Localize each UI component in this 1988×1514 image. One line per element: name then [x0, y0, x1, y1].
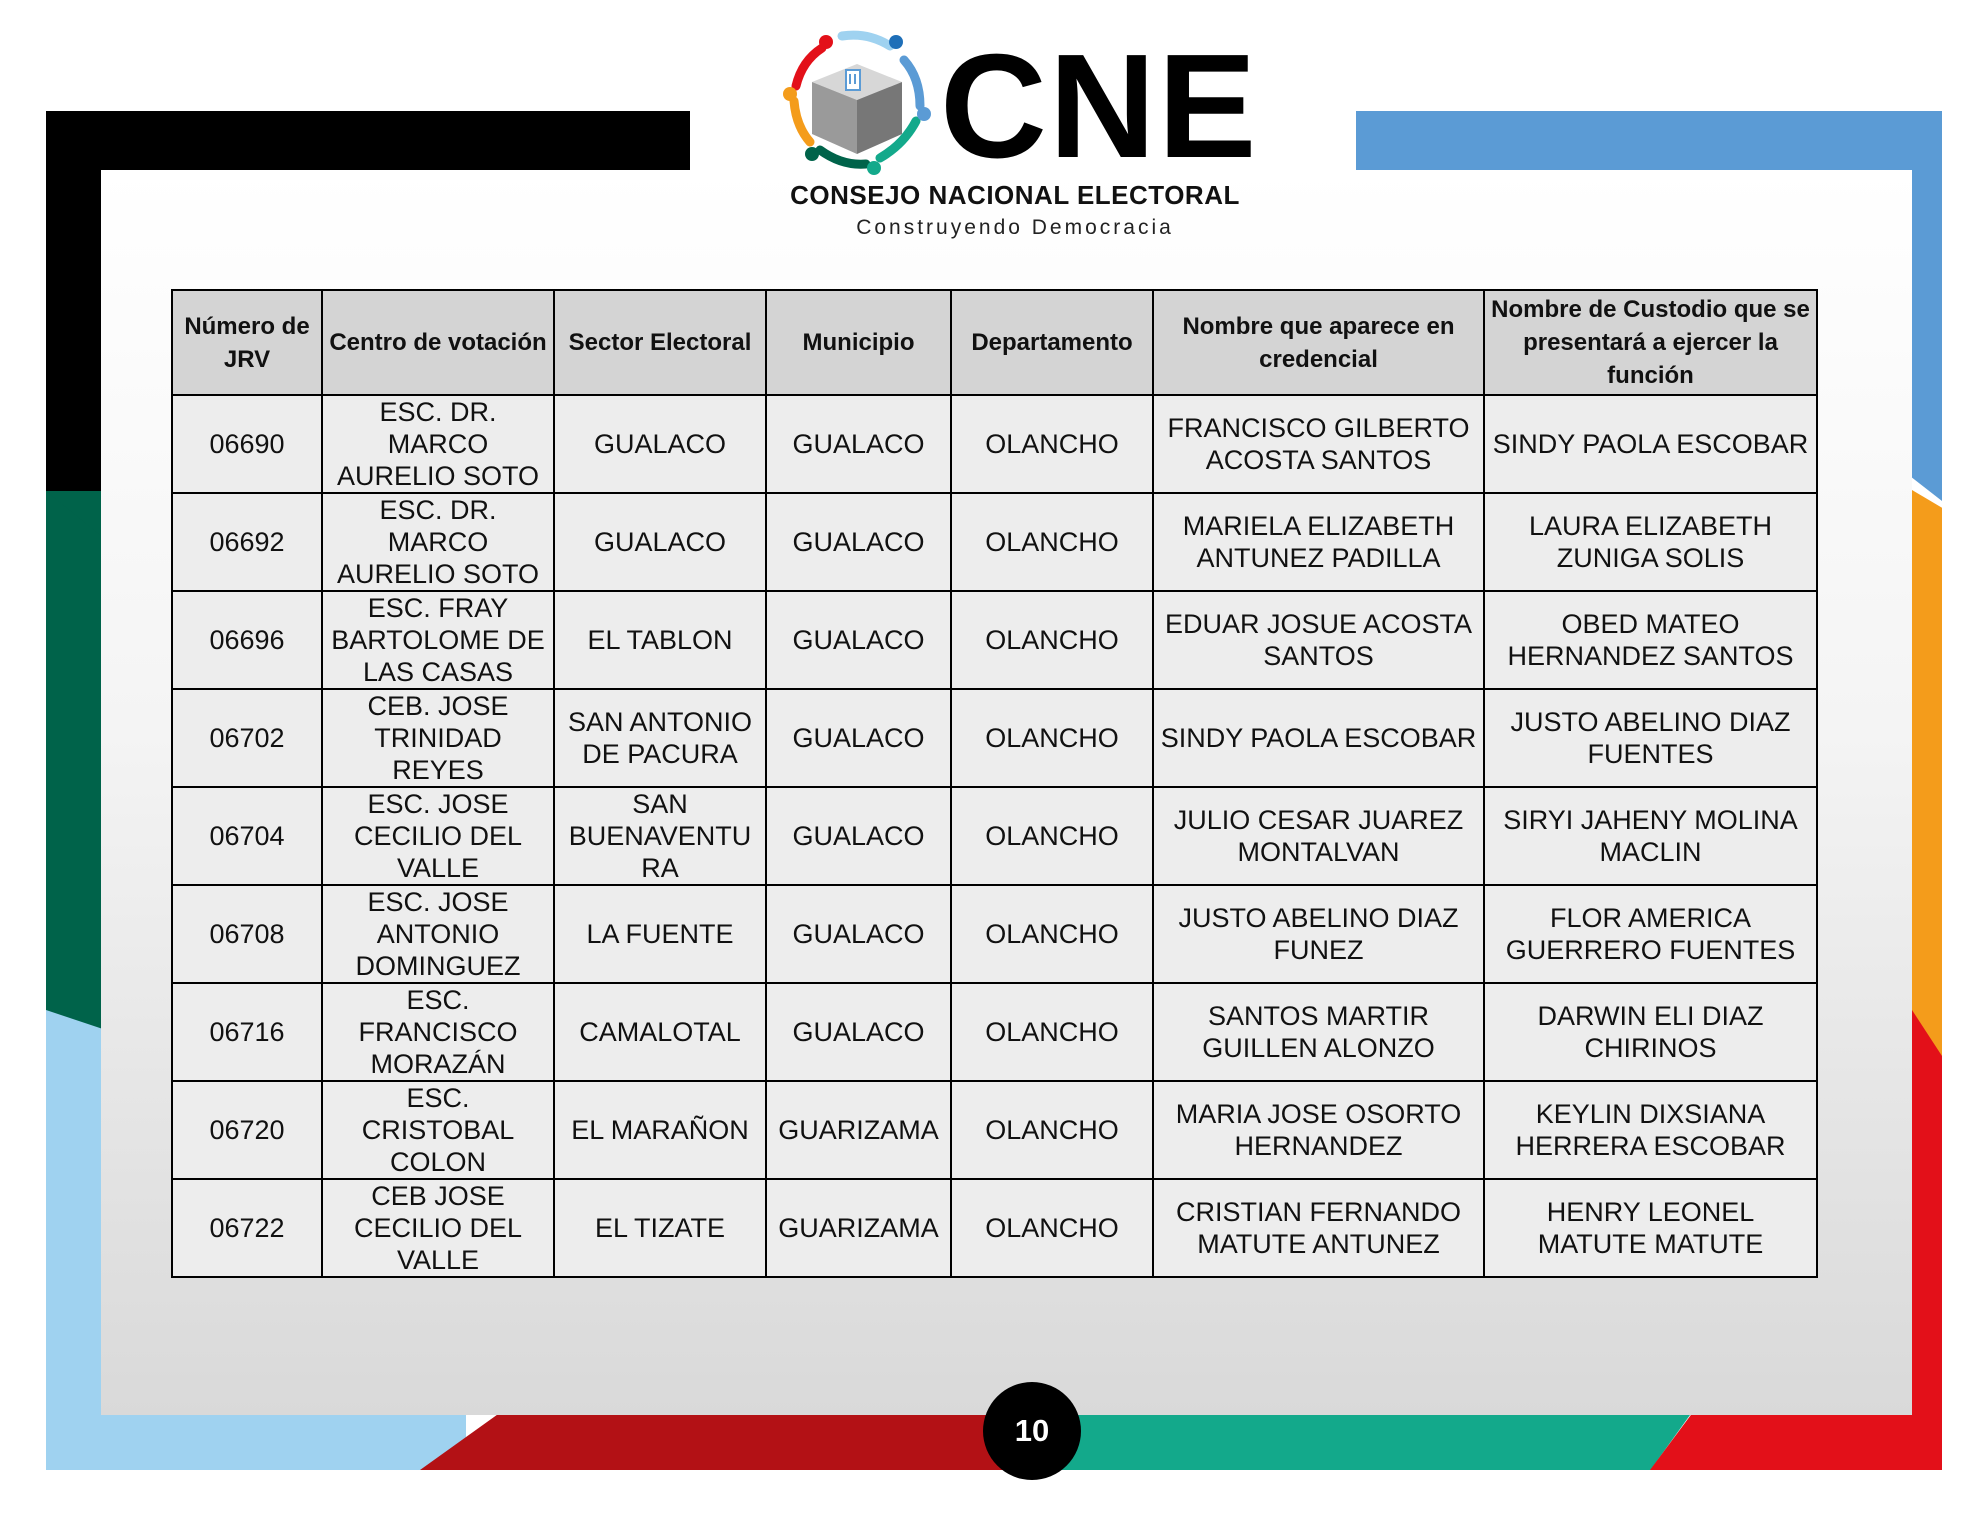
cell-jrv: 06696 — [172, 591, 322, 689]
cell-jrv: 06692 — [172, 493, 322, 591]
cell-municipio: GUALACO — [766, 787, 951, 885]
cell-credencial: MARIA JOSE OSORTO HERNANDEZ — [1153, 1081, 1484, 1179]
cell-custodio: KEYLIN DIXSIANA HERRERA ESCOBAR — [1484, 1081, 1817, 1179]
cell-departamento: OLANCHO — [951, 689, 1153, 787]
cell-jrv: 06704 — [172, 787, 322, 885]
cell-departamento: OLANCHO — [951, 983, 1153, 1081]
tagline: Construyendo Democracia — [856, 216, 1174, 239]
cell-sector: EL MARAÑON — [554, 1081, 766, 1179]
cell-municipio: GUALACO — [766, 591, 951, 689]
cell-centro: ESC. JOSE CECILIO DEL VALLE — [322, 787, 554, 885]
cell-sector: CAMALOTAL — [554, 983, 766, 1081]
cell-centro: ESC. CRISTOBAL COLON — [322, 1081, 554, 1179]
cell-custodio: JUSTO ABELINO DIAZ FUENTES — [1484, 689, 1817, 787]
organization-name: CONSEJO NACIONAL ELECTORAL — [790, 180, 1240, 210]
cell-departamento: OLANCHO — [951, 493, 1153, 591]
table-row — [172, 395, 1817, 493]
frame-bar-top-left-black — [46, 111, 690, 170]
cell-jrv: 06708 — [172, 885, 322, 983]
header-centro-votacion: Centro de votación — [322, 290, 554, 395]
cell-credencial: SANTOS MARTIR GUILLEN ALONZO — [1153, 983, 1484, 1081]
header-nombre-credencial: Nombre que aparece en credencial — [1153, 290, 1484, 395]
cell-centro: ESC. JOSE ANTONIO DOMINGUEZ — [322, 885, 554, 983]
cell-sector: GUALACO — [554, 395, 766, 493]
table-row — [172, 1179, 1817, 1277]
cell-departamento: OLANCHO — [951, 787, 1153, 885]
cell-sector: EL TIZATE — [554, 1179, 766, 1277]
frame-bar-bottom-teal — [1030, 1415, 1690, 1470]
cell-credencial: SINDY PAOLA ESCOBAR — [1153, 689, 1484, 787]
cell-centro: CEB. JOSE TRINIDAD REYES — [322, 689, 554, 787]
cell-municipio: GUARIZAMA — [766, 1081, 951, 1179]
page-number: 10 — [983, 1382, 1081, 1480]
cell-departamento: OLANCHO — [951, 591, 1153, 689]
table-row — [172, 983, 1817, 1081]
cell-custodio: SIRYI JAHENY MOLINA MACLIN — [1484, 787, 1817, 885]
cell-credencial: FRANCISCO GILBERTO ACOSTA SANTOS — [1153, 395, 1484, 493]
cell-custodio: DARWIN ELI DIAZ CHIRINOS — [1484, 983, 1817, 1081]
frame-bar-right-red — [1912, 1010, 1942, 1470]
header-municipio: Municipio — [766, 290, 951, 395]
cell-centro: ESC. DR. MARCO AURELIO SOTO — [322, 493, 554, 591]
cell-jrv: 06702 — [172, 689, 322, 787]
cell-departamento: OLANCHO — [951, 1081, 1153, 1179]
cell-municipio: GUALACO — [766, 885, 951, 983]
jrv-custodian-table — [171, 289, 1818, 1278]
cell-sector: EL TABLON — [554, 591, 766, 689]
cell-municipio: GUALACO — [766, 395, 951, 493]
table-row — [172, 885, 1817, 983]
header-sector-electoral: Sector Electoral — [554, 290, 766, 395]
header-nombre-custodio: Nombre de Custodio que se presentará a ejercer la función — [1484, 290, 1817, 395]
table-row — [172, 689, 1817, 787]
brand-logo-text: CNE — [940, 24, 1259, 189]
cell-credencial: CRISTIAN FERNANDO MATUTE ANTUNEZ — [1153, 1179, 1484, 1277]
cell-sector: GUALACO — [554, 493, 766, 591]
cell-credencial: MARIELA ELIZABETH ANTUNEZ PADILLA — [1153, 493, 1484, 591]
cell-jrv: 06722 — [172, 1179, 322, 1277]
cell-custodio: LAURA ELIZABETH ZUNIGA SOLIS — [1484, 493, 1817, 591]
cell-custodio: FLOR AMERICA GUERRERO FUENTES — [1484, 885, 1817, 983]
table-row — [172, 787, 1817, 885]
table-row — [172, 1081, 1817, 1179]
cell-centro: ESC. FRANCISCO MORAZÁN — [322, 983, 554, 1081]
frame-bar-bottom-lightblue — [46, 1415, 466, 1470]
cell-jrv: 06716 — [172, 983, 322, 1081]
cell-municipio: GUALACO — [766, 689, 951, 787]
header-departamento: Departamento — [951, 290, 1153, 395]
cell-custodio: OBED MATEO HERNANDEZ SANTOS — [1484, 591, 1817, 689]
cell-centro: CEB JOSE CECILIO DEL VALLE — [322, 1179, 554, 1277]
frame-bar-right-blue — [1912, 111, 1942, 501]
cell-centro: ESC. FRAY BARTOLOME DE LAS CASAS — [322, 591, 554, 689]
frame-bar-left-lightblue — [46, 1010, 101, 1470]
table-header-row — [172, 290, 1817, 395]
cell-departamento: OLANCHO — [951, 1179, 1153, 1277]
cell-departamento: OLANCHO — [951, 395, 1153, 493]
frame-bar-left-black — [46, 111, 101, 491]
cell-municipio: GUALACO — [766, 493, 951, 591]
cell-credencial: JULIO CESAR JUAREZ MONTALVAN — [1153, 787, 1484, 885]
cell-custodio: HENRY LEONEL MATUTE MATUTE — [1484, 1179, 1817, 1277]
cell-municipio: GUARIZAMA — [766, 1179, 951, 1277]
cell-credencial: EDUAR JOSUE ACOSTA SANTOS — [1153, 591, 1484, 689]
cell-credencial: JUSTO ABELINO DIAZ FUNEZ — [1153, 885, 1484, 983]
table-row — [172, 591, 1817, 689]
cell-centro: ESC. DR. MARCO AURELIO SOTO — [322, 395, 554, 493]
cell-sector: LA FUENTE — [554, 885, 766, 983]
cell-municipio: GUALACO — [766, 983, 951, 1081]
header-numero-jrv: Número de JRV — [172, 290, 322, 395]
cell-jrv: 06690 — [172, 395, 322, 493]
frame-bar-left-green-diagonal — [46, 491, 101, 1051]
cell-custodio: SINDY PAOLA ESCOBAR — [1484, 395, 1817, 493]
ballot-box-people-circle-icon — [782, 26, 932, 176]
cell-sector: SAN BUENAVENTU RA — [554, 787, 766, 885]
frame-bar-bottom-red — [1650, 1415, 1942, 1470]
cell-departamento: OLANCHO — [951, 885, 1153, 983]
frame-bar-right-orange — [1912, 490, 1942, 1080]
cell-jrv: 06720 — [172, 1081, 322, 1179]
frame-bar-bottom-darkred — [420, 1415, 1060, 1470]
cell-sector: SAN ANTONIO DE PACURA — [554, 689, 766, 787]
frame-bar-top-right-blue — [1356, 111, 1942, 170]
table-row — [172, 493, 1817, 591]
